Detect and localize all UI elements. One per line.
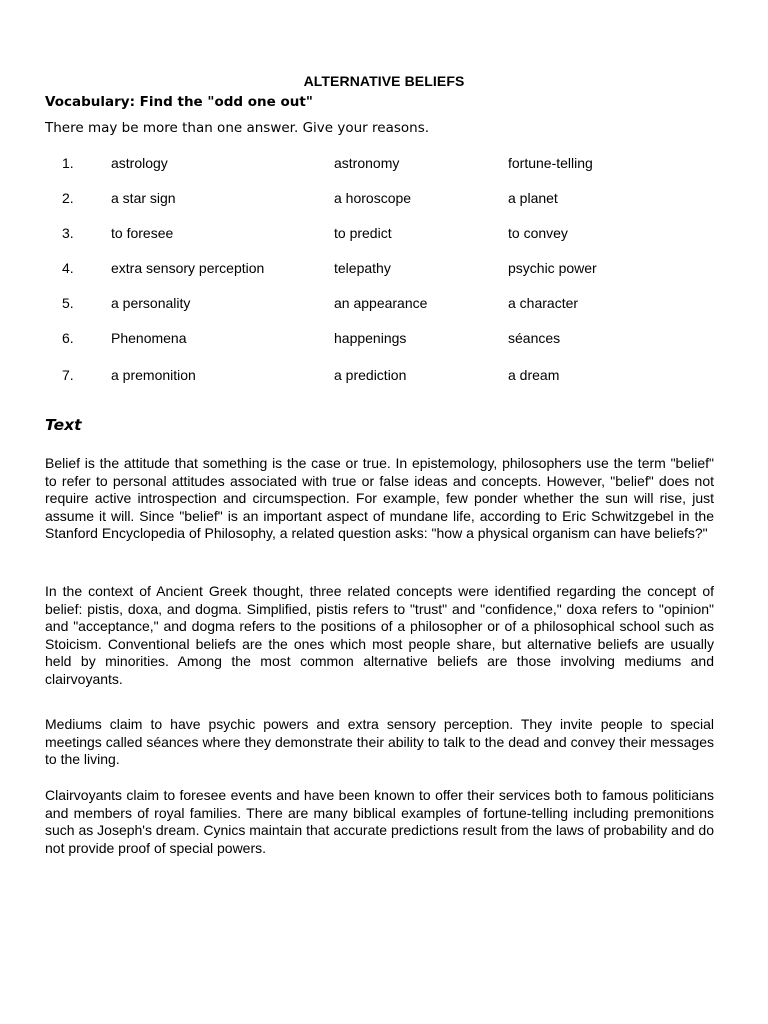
vocabulary-heading: Vocabulary: Find the "odd one out" bbox=[45, 94, 313, 110]
word-option-c: a character bbox=[508, 295, 579, 311]
paragraph-ancient-greek: In the context of Ancient Greek thought, three related concepts were identified regarding the concept of belief: pistis, doxa, and dogma. Simplified, pistis refers to "trust" and "confidence," doxa refers to "opinion" and "acceptance," and dogma refers to the positions of a philosopher or of a philosophical school such as Stoicism. Conventional beliefs are the ones which most people share, but alternative beliefs are usually held by minorities. Among the most common alternative beliefs are those involving mediums and clairvoyants. bbox=[45, 583, 714, 687]
word-option-a: astrology bbox=[111, 155, 168, 171]
item-number: 4. bbox=[62, 260, 74, 276]
vocabulary-row bbox=[0, 225, 768, 245]
item-number: 3. bbox=[62, 225, 74, 241]
word-option-c: fortune-telling bbox=[508, 155, 593, 171]
page-title: ALTERNATIVE BELIEFS bbox=[303, 73, 465, 89]
vocabulary-row bbox=[0, 367, 768, 387]
word-option-c: to convey bbox=[508, 225, 568, 241]
word-option-c: psychic power bbox=[508, 260, 597, 276]
vocabulary-row bbox=[0, 190, 768, 210]
word-option-b: a horoscope bbox=[334, 190, 412, 206]
instructions: There may be more than one answer. Give your reasons. bbox=[45, 120, 430, 136]
word-option-a: Phenomena bbox=[111, 330, 187, 346]
vocabulary-row bbox=[0, 260, 768, 280]
word-option-a: a star sign bbox=[111, 190, 176, 206]
vocabulary-row bbox=[0, 155, 768, 175]
word-option-b: telepathy bbox=[334, 260, 391, 276]
item-number: 7. bbox=[62, 367, 74, 383]
word-option-b: an appearance bbox=[334, 295, 428, 311]
word-option-a: extra sensory perception bbox=[111, 260, 265, 276]
text-section-heading: Text bbox=[45, 416, 82, 434]
word-option-a: a premonition bbox=[111, 367, 196, 383]
word-option-b: happenings bbox=[334, 330, 407, 346]
word-option-c: séances bbox=[508, 330, 561, 346]
item-number: 5. bbox=[62, 295, 74, 311]
paragraph-clairvoyants: Clairvoyants claim to foresee events and have been known to offer their services both to famous politicians and members of royal families. There are many biblical examples of fortune-telling including premonitions such as Joseph's dream. Cynics maintain that accurate predictions result from the laws of probability and do not provide proof of special powers. bbox=[45, 787, 714, 856]
paragraph-mediums: Mediums claim to have psychic powers and extra sensory perception. They invite people to special meetings called séances where they demonstrate their ability to talk to the dead and convey their messages to the living. bbox=[45, 716, 714, 767]
word-option-b: astronomy bbox=[334, 155, 400, 171]
word-option-c: a planet bbox=[508, 190, 558, 206]
word-option-a: to foresee bbox=[111, 225, 174, 241]
item-number: 1. bbox=[62, 155, 74, 171]
word-option-c: a dream bbox=[508, 367, 560, 383]
vocabulary-row bbox=[0, 330, 768, 350]
word-option-a: a personality bbox=[111, 295, 191, 311]
paragraph-belief: Belief is the attitude that something is the case or true. In epistemology, philosophers use the term "belief" to refer to personal attitudes associated with true or false ideas and concepts. However, "belief" does not require active introspection and circumspection. For example, few ponder whether the sun will rise, just assume it will. Since "belief" is an important aspect of mundane life, according to Eric Schwitzgebel in the Stanford Encyclopedia of Philosophy, a related question asks: "how a physical organism can have beliefs?" bbox=[45, 455, 714, 541]
vocabulary-row bbox=[0, 295, 768, 315]
item-number: 2. bbox=[62, 190, 74, 206]
word-option-b: to predict bbox=[334, 225, 392, 241]
word-option-b: a prediction bbox=[334, 367, 407, 383]
item-number: 6. bbox=[62, 330, 74, 346]
